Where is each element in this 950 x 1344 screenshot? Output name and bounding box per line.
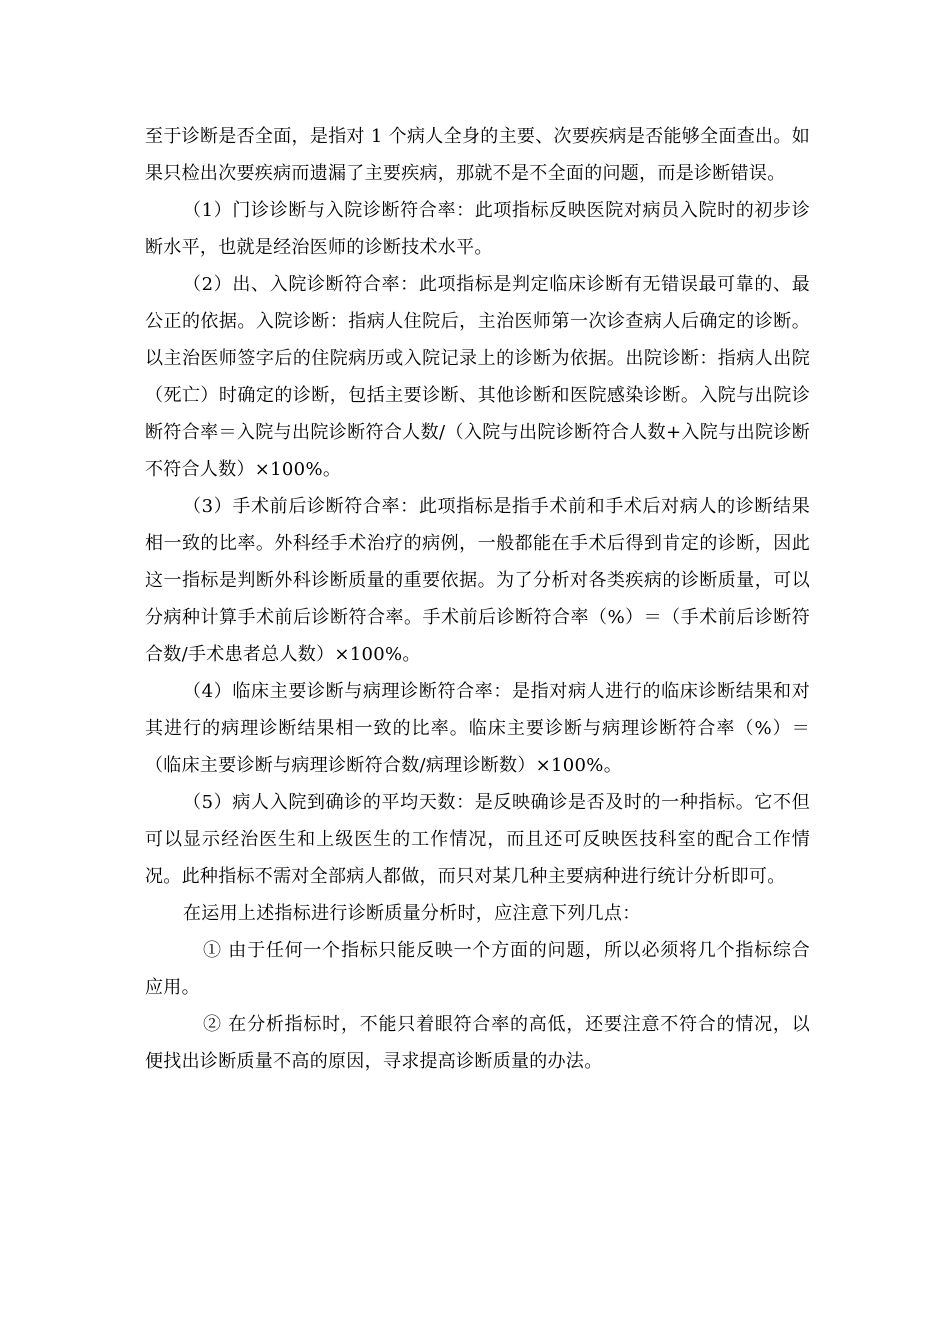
paragraph-clinical-pathology-rate: （4）临床主要诊断与病理诊断符合率：是指对病人进行的临床诊断结果和对其进行的病理诊断结果相一致的比率。临床主要诊断与病理诊断符合率（%）＝（临床主要诊断与病理诊断符合数/病理诊断数）×100%。 [145,681,810,776]
paragraph-average-days-to-diagnosis: （5）病人入院到确诊的平均天数：是反映确诊是否及时的一种指标。它不但可以显示经治医生和上级医生的工作情况，而且还可反映医技科室的配合工作情况。此种指标不需对全部病人都做，而只对某几种主要病种进行统计分析即可。 [145,792,810,887]
paragraph-diagnosis-completeness: 至于诊断是否全面，是指对 1 个病人全身的主要、次要疾病是否能够全面查出。如果只检出次要疾病而遗漏了主要疾病，那就不是不全面的问题，而是诊断错误。 [145,126,810,184]
paragraph-outpatient-admission-rate: （1）门诊诊断与入院诊断符合率：此项指标反映医院对病员入院时的初步诊断水平，也就是经治医师的诊断技术水平。 [145,200,810,258]
paragraph-admission-discharge-rate: （2）出、入院诊断符合率：此项指标是判定临床诊断有无错误最可靠的、最公正的依据。入院诊断：指病人住院后，主治医师第一次诊查病人后确定的诊断。以主治医师签字后的住院病历或入院记录上的诊断为依据。出院诊断：指病人出院（死亡）时确定的诊断，包括主要诊断、其他诊断和医院感染诊断。入院与出院诊断符合率＝入院与出院诊断符合人数/（入院与出院诊断符合人数+入院与出院诊断不符合人数）×100%。 [145,274,810,480]
paragraph-note-1: ① 由于任何一个指标只能反映一个方面的问题，所以必须将几个指标综合应用。 [145,940,810,998]
paragraph-analysis-notes-intro: 在运用上述指标进行诊断质量分析时，应注意下列几点： [183,903,641,924]
document-body [145,118,810,1080]
paragraph-note-2: ② 在分析指标时，不能只着眼符合率的高低，还要注意不符合的情况，以便找出诊断质量不高的原因，寻求提高诊断质量的办法。 [145,1014,810,1072]
paragraph-pre-post-surgery-rate: （3）手术前后诊断符合率：此项指标是指手术前和手术后对病人的诊断结果相一致的比率。外科经手术治疗的病例，一般都能在手术后得到肯定的诊断，因此这一指标是判断外科诊断质量的重要依据。为了分析对各类疾病的诊断质量，可以分病种计算手术前后诊断符合率。手术前后诊断符合率（%）＝（手术前后诊断符合数/手术患者总人数）×100%。 [145,496,810,665]
